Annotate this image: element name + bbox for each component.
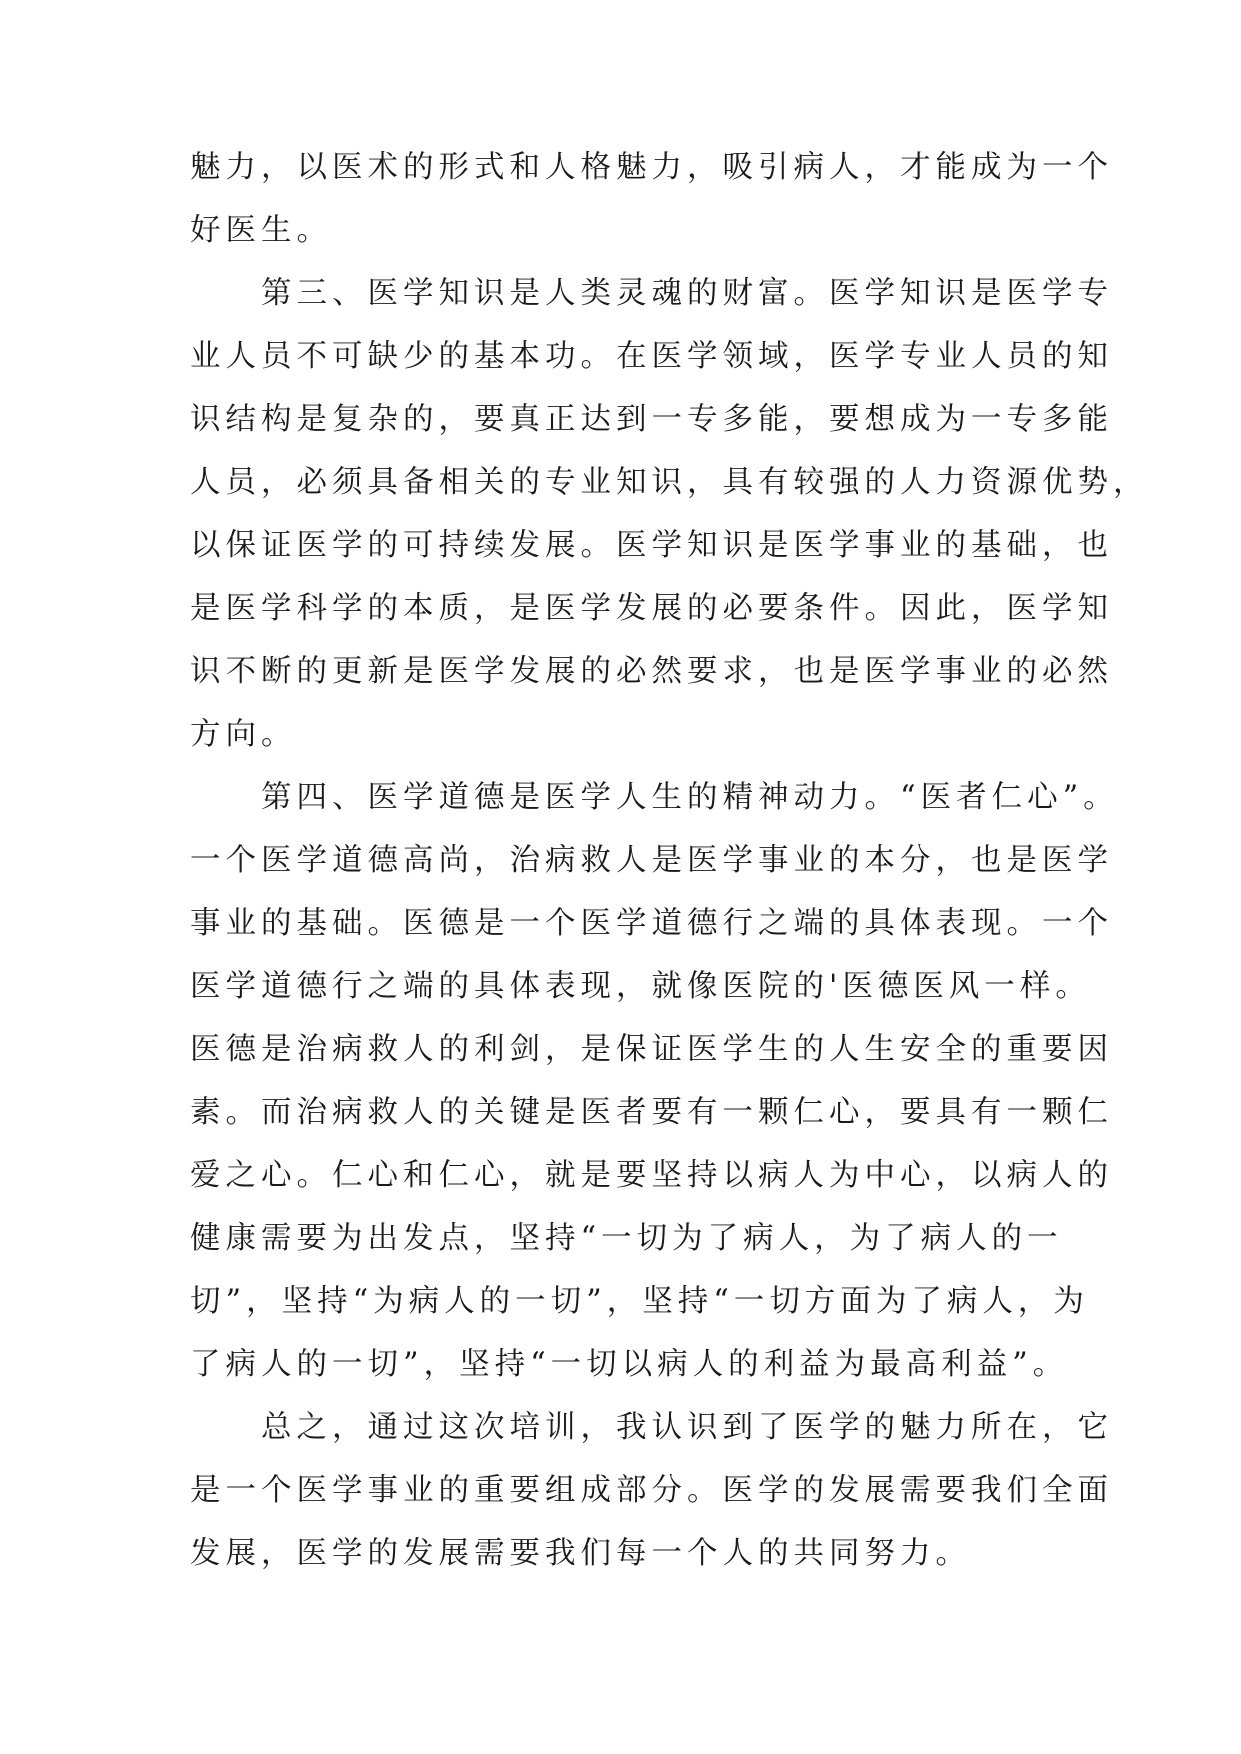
text-line: 了病人的一切”，坚持“一切以病人的利益为最高利益”。 — [190, 1347, 1069, 1382]
text-line: 第四、医学道德是医学人生的精神动力。“医者仁心”。 — [190, 780, 1119, 815]
text-line: 发展，医学的发展需要我们每一个人的共同努力。 — [190, 1536, 971, 1571]
text-line: 是医学科学的本质，是医学发展的必要条件。因此，医学知 — [190, 591, 1113, 626]
text-line: 人员，必须具备相关的专业知识，具有较强的人力资源优势， — [190, 465, 1149, 500]
text-line: 魅力，以医术的形式和人格魅力，吸引病人，才能成为一个 — [190, 150, 1113, 185]
text-line: 方向。 — [190, 717, 297, 752]
text-line: 识结构是复杂的，要真正达到一专多能，要想成为一专多能 — [190, 402, 1113, 437]
text-line: 事业的基础。医德是一个医学道德行之端的具体表现。一个 — [190, 906, 1113, 941]
text-line: 爱之心。仁心和仁心，就是要坚持以病人为中心，以病人的 — [190, 1158, 1113, 1193]
text-line: 识不断的更新是医学发展的必然要求，也是医学事业的必然 — [190, 654, 1113, 689]
text-line: 一个医学道德高尚，治病救人是医学事业的本分，也是医学 — [190, 843, 1113, 878]
text-line: 医德是治病救人的利剑，是保证医学生的人生安全的重要因 — [190, 1032, 1113, 1067]
text-line: 第三、医学知识是人类灵魂的财富。医学知识是医学专 — [190, 276, 1113, 311]
text-line: 切”，坚持“为病人的一切”，坚持“一切方面为了病人，为 — [190, 1284, 1089, 1319]
text-line: 以保证医学的可持续发展。医学知识是医学事业的基础，也 — [190, 528, 1113, 563]
text-line: 医学道德行之端的具体表现，就像医院的'医德医风一样。 — [190, 969, 1091, 1004]
text-line: 素。而治病救人的关键是医者要有一颗仁心，要具有一颗仁 — [190, 1095, 1113, 1130]
text-line: 总之，通过这次培训，我认识到了医学的魅力所在，它 — [190, 1410, 1113, 1445]
text-line: 好医生。 — [190, 213, 332, 248]
text-line: 健康需要为出发点，坚持“一切为了病人，为了病人的一 — [190, 1221, 1063, 1256]
text-line: 是一个医学事业的重要组成部分。医学的发展需要我们全面 — [190, 1473, 1113, 1508]
text-line: 业人员不可缺少的基本功。在医学领域，医学专业人员的知 — [190, 339, 1113, 374]
